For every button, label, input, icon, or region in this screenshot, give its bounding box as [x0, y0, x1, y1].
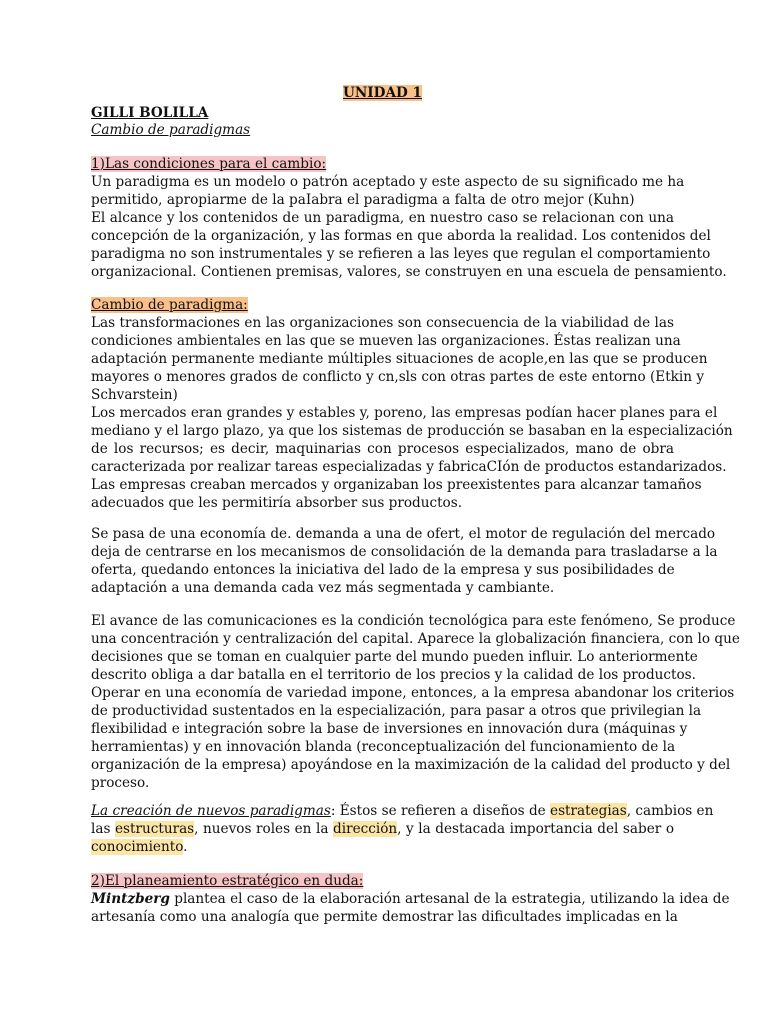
paragraph-line: deja de centrarse en los mecanismos de consolidación de la demanda para trasladarse a la: [91, 544, 718, 560]
paragraph-line: Los mercados eran grandes y estables y, poreno, las empresas podían hacer planes para el: [91, 405, 718, 421]
paragraph-line: oferta, quedando entonces la iniciativa del lado de la empresa y sus posibilidades de: [91, 562, 675, 578]
paragraph-line: proceso.: [91, 775, 150, 791]
unit-title: UNIDAD 1: [343, 85, 422, 101]
paragraph-line: concepción de la organización, y las formas en que aborda la realidad. Los contenidos del: [91, 228, 711, 244]
paragraph-line: flexibilidad e integración sobre la base de inversiones en innovación dura (máquinas y: [91, 721, 688, 737]
paragraph-line: una concentración y centralización del capital. Aparece la globalización financiera, con lo que: [91, 631, 740, 647]
paragraph-line: decisiones que se toman en cualquier parte del mundo pueden influir. Lo anteriormente: [91, 649, 698, 665]
paragraph-line: permitido, apropiarme de la paIabra el paradigma a falta de otro mejor (Kuhn): [91, 192, 635, 208]
author-name-mintzberg: Mintzberg: [91, 891, 170, 907]
paragraph-line: de productividad sustentados en la especialización, para pasar a otros que privilegian la: [91, 703, 702, 719]
paragraph-line: Las empresas creaban mercados y organizaban los preexistentes para alcanzar tamaños: [91, 477, 702, 493]
paragraph-line: artesanía como una analogía que permite demostrar las dificultades implicadas en la: [91, 909, 678, 925]
paragraph-line: descrito obliga a dar batalla en el territorio de los precios y la calidad de los productos.: [91, 667, 696, 683]
paragraph-line: adecuados que les permitiría absorber sus productos.: [91, 495, 463, 511]
paragraph-line: organización de la empresa) apoyándose en la maximización de la calidad del producto y del: [91, 757, 731, 773]
paragraph-line: caracterizada por realizar tareas especializadas y fabricaCIón de productos estandarizados.: [91, 459, 727, 475]
paragraph-line: conocimiento.: [91, 839, 188, 855]
paragraph-line-new-paradigms: La creación de nuevos paradigmas: Éstos se refieren a diseños de estrategias, cambios en: [91, 803, 714, 819]
section-heading-conditions: 1)Las condiciones para el cambio:: [91, 156, 327, 172]
paragraph-line: adaptación a una demanda cada vez más segmentada y cambiante.: [91, 580, 555, 596]
paragraph-line: adaptación permanente mediante múltiples situaciones de acople,en las que se producen: [91, 351, 708, 367]
paragraph-line: las estructuras, nuevos roles en la dirección, y la destacada importancia del saber o: [91, 821, 675, 837]
paragraph-line: mayores o menores grados de conflicto y cn,sls con otras partes de este entorno (Etkin y: [91, 369, 705, 385]
paragraph-line: mediano y el largo plazo, ya que los sistemas de producción se basaban en la especialización: [91, 423, 733, 439]
author-heading: GILLI BOLILLA: [91, 105, 209, 121]
topic-subtitle: Cambio de paradigmas: [91, 122, 251, 138]
paragraph-line: El alcance y los contenidos de un paradigma, en nuestro caso se relacionan con una: [91, 210, 674, 226]
paragraph-line: Operar en una economía de variedad impone, entonces, a la empresa abandonar los criterios: [91, 685, 735, 701]
keyword-knowledge: conocimiento: [91, 839, 184, 855]
paragraph-line: condiciones ambientales en las que se mueven las organizaciones. Éstas realizan una: [91, 333, 681, 349]
paragraph-line: paradigma no son instrumentales y se refieren a las leyes que regulan el comportamiento: [91, 246, 711, 262]
paragraph-line: de los recursos; es decir, maquinarias con procesos especializados, mano de obra: [91, 441, 674, 457]
paragraph-line: Schvarstein): [91, 387, 178, 403]
section-heading-strategic-planning: 2)El planeamiento estratégico en duda:: [91, 873, 364, 889]
keyword-structures: estructuras: [115, 821, 195, 837]
term-new-paradigms: La creación de nuevos paradigmas: [91, 803, 331, 819]
section-heading-paradigm-change: Cambio de paradigma:: [91, 297, 248, 313]
paragraph-line: herramientas) y en innovación blanda (reconceptualización del funcionamiento de la: [91, 739, 676, 755]
keyword-strategies: estrategias: [550, 803, 627, 819]
paragraph-line: Un paradigma es un modelo o patrón aceptado y este aspecto de su significado me ha: [91, 174, 685, 190]
paragraph-line: Mintzberg plantea el caso de la elaboración artesanal de la estrategia, utilizando la idea de: [91, 891, 730, 907]
paragraph-line: Las transformaciones en las organizaciones son consecuencia de la viabilidad de las: [91, 315, 674, 331]
paragraph-line: El avance de las comunicaciones es la condición tecnológica para este fenómeno, Se produce: [91, 613, 736, 629]
keyword-direction: dirección: [333, 821, 398, 837]
paragraph-line: Se pasa de una economía de. demanda a una de ofert, el motor de regulación del mercado: [91, 526, 716, 542]
paragraph-line: organizacional. Contienen premisas, valores, se construyen en una escuela de pensamiento.: [91, 264, 727, 280]
